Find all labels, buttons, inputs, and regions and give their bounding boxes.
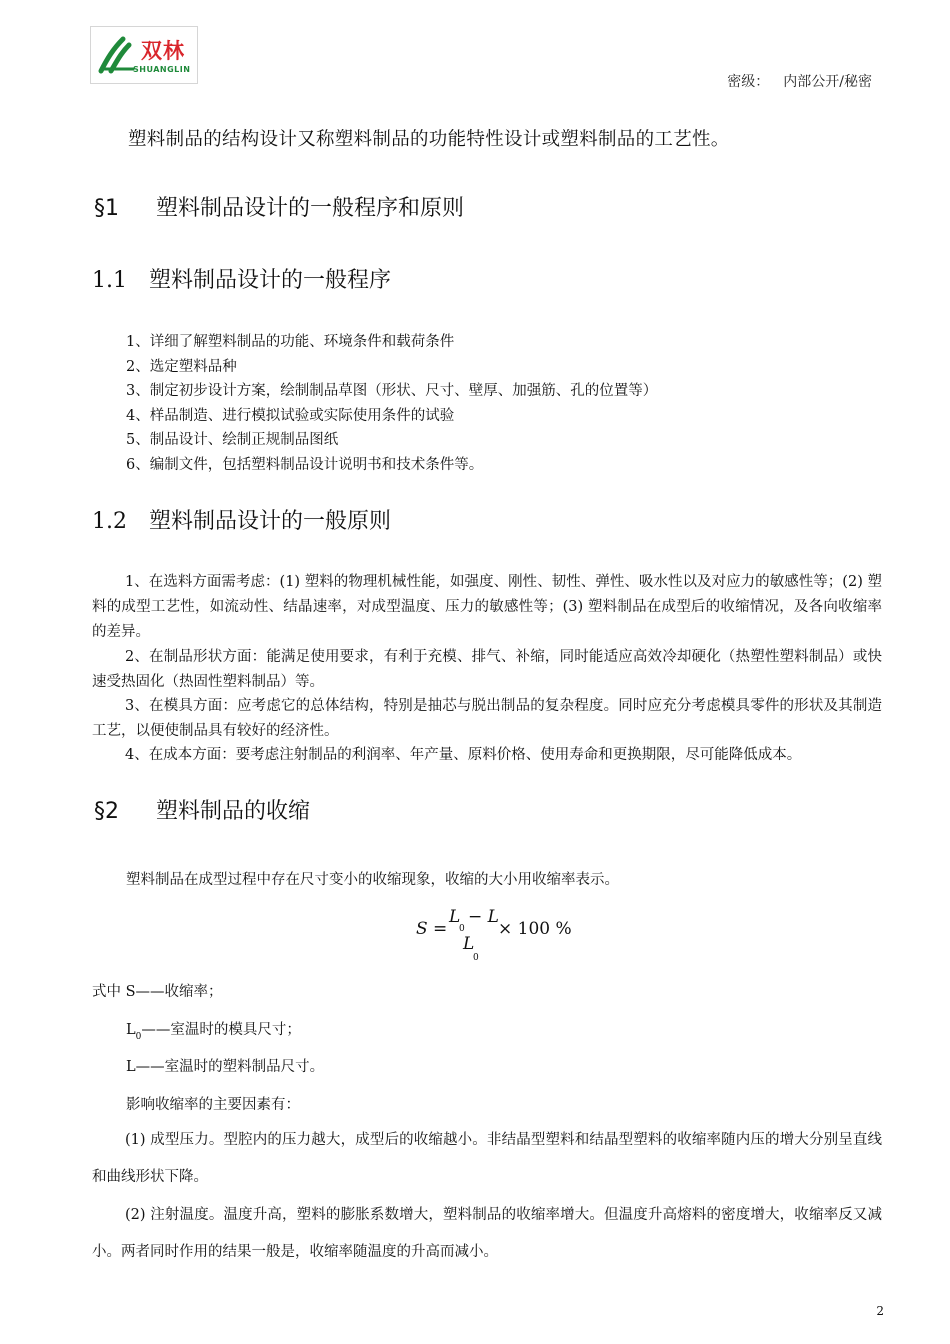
formula-denominator-sub: 0 — [473, 953, 479, 963]
l0-text: ——室温时的模具尺寸； — [141, 1022, 301, 1038]
list-item: 1、详细了解塑料制品的功能、环境条件和载荷条件 — [126, 334, 455, 350]
section-1-2-title: 塑料制品设计的一般原则 — [149, 509, 392, 534]
formula-times-100: × 100 % — [498, 919, 572, 939]
formula-numerator-minus-l: − L — [468, 907, 499, 927]
formula-numerator-l0: L — [449, 907, 461, 927]
section-1-heading — [94, 191, 464, 222]
principle-paragraph: 1、在选料方面需考虑：(1) 塑料的物理机械性能，如强度、刚性、韧性、弹性、吸水性以及对应力的敏感性等；(2) 塑料的成型工艺性，如流动性、结晶速率，对成型温度、压力的敏感性等；(3) 塑料制品在成型后的收缩情况，及各向收缩率的差异。 — [92, 574, 882, 640]
section-1-1-title: 塑料制品设计的一般程序 — [149, 268, 392, 293]
l0-definition — [126, 1018, 301, 1042]
factor-paragraph: (1) 成型压力。型腔内的压力越大，成型后的收缩越小。非结晶型塑料和结晶型塑料的收缩率随内压的增大分别呈直线和曲线形状下降。 — [92, 1132, 882, 1185]
intro-paragraph: 塑料制品的结构设计又称塑料制品的功能特性设计或塑料制品的工艺性。 — [128, 129, 730, 150]
section-1-2-number: 1.2 — [92, 509, 127, 534]
section-1-title: 塑料制品设计的一般程序和原则 — [156, 196, 465, 221]
section-1-2-heading — [92, 504, 391, 535]
secret-value: 内部公开/秘密 — [783, 74, 872, 90]
section-1-1-heading — [92, 263, 391, 294]
formula-numerator-sub: 0 — [459, 924, 465, 934]
l0-subscript: 0 — [135, 1032, 142, 1042]
list-item: 6、编制文件，包括塑料制品设计说明书和技术条件等。 — [126, 456, 484, 473]
logo-chinese-text: 双林 — [141, 39, 185, 63]
list-item: 2、选定塑料品种 — [126, 358, 237, 375]
secret-label: 密级： — [727, 74, 770, 90]
list-item: 3、制定初步设计方案，绘制制品草图（形状、尺寸、壁厚、加强筋、孔的位置等） — [126, 383, 658, 400]
principle-paragraph: 2、在制品形状方面：能满足使用要求，有利于充模、排气、补缩，同时能适应高效冷却硬化（热塑性塑料制品）或快速受热固化（热固性塑料制品）等。 — [92, 649, 882, 690]
company-logo — [90, 26, 198, 84]
classification-label — [727, 71, 872, 91]
where-s-definition: 式中 S——收缩率； — [92, 984, 223, 1000]
section-1-number: §1 — [94, 196, 119, 221]
section-2-number: §2 — [94, 799, 119, 824]
formula-lhs: S = — [416, 919, 448, 939]
section-2-heading — [94, 794, 310, 825]
list-item: 4、样品制造、进行模拟试验或实际使用条件的试验 — [126, 407, 455, 424]
principle-paragraph: 3、在模具方面：应考虑它的总体结构，特别是抽芯与脱出制品的复杂程度。同时应充分考虑模具零件的形状及其制造工艺，以便使制品具有较好的经济性。 — [92, 698, 882, 739]
l0-symbol: L — [126, 1022, 136, 1038]
page-number: 2 — [876, 1304, 884, 1318]
factors-lead: 影响收缩率的主要因素有： — [126, 1097, 300, 1113]
section-2-title: 塑料制品的收缩 — [156, 799, 311, 824]
shrinkage-formula — [416, 903, 576, 973]
list-item: 5、制品设计、绘制正规制品图纸 — [126, 432, 339, 449]
formula-denominator: L — [463, 934, 475, 954]
logo-mark-icon — [97, 35, 137, 75]
l-definition: L——室温时的塑料制品尺寸。 — [126, 1059, 325, 1075]
factor-paragraph: (2) 注射温度。温度升高，塑料的膨胀系数增大，塑料制品的收缩率增大。但温度升高熔料的密度增大，收缩率反又减小。两者同时作用的结果一般是，收缩率随温度的升高而减小。 — [92, 1207, 882, 1260]
section-1-1-number: 1.1 — [92, 268, 127, 293]
principle-paragraph: 4、在成本方面：要考虑注射制品的利润率、年产量、原料价格、使用寿命和更换期限，尽可能降低成本。 — [125, 747, 802, 763]
logo-english-text: SHUANGLIN — [133, 65, 191, 74]
shrinkage-lead: 塑料制品在成型过程中存在尺寸变小的收缩现象，收缩的大小用收缩率表示。 — [126, 872, 619, 888]
procedure-list — [126, 330, 657, 478]
